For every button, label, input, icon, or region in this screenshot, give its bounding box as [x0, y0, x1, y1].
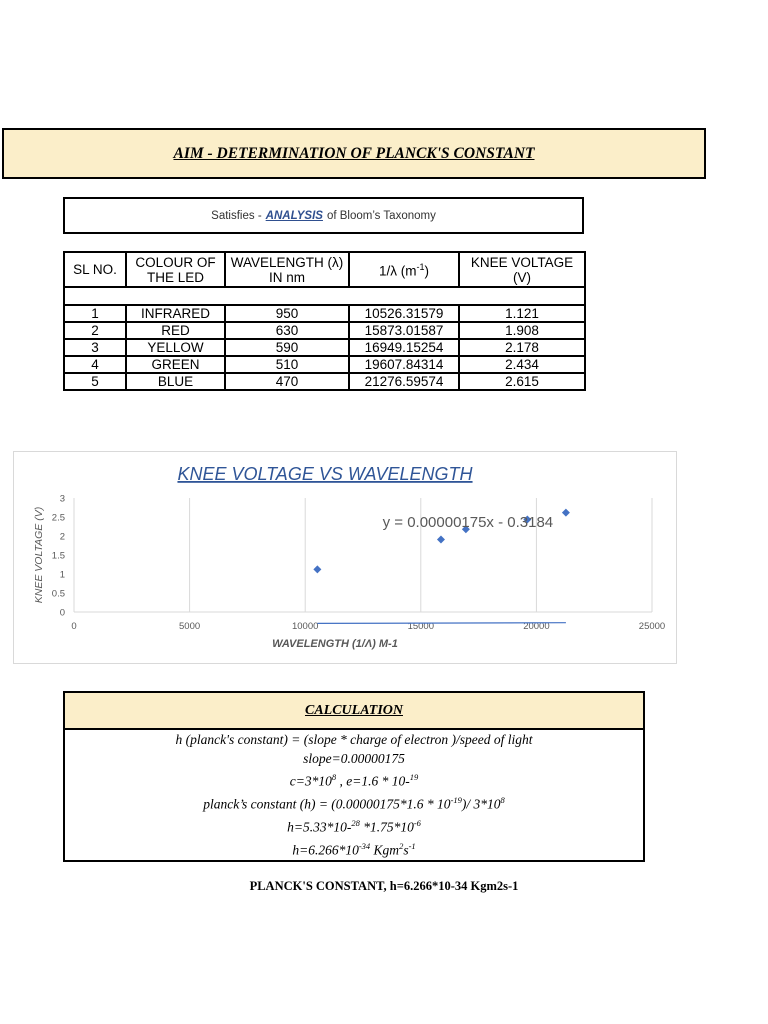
y-tick-label: 1.5 [51, 550, 65, 562]
chart-title: KNEE VOLTAGE VS WAVELENGTH [177, 464, 473, 484]
calc-line: $c=3*10^8$ , e=1.6 * 10-$^{19}$ [289, 772, 419, 789]
trendline [317, 623, 566, 624]
table-row: 4 GREEN 510 19607.84314 2.434 [64, 356, 585, 373]
x-tick-label: 0 [71, 621, 77, 632]
calc-line: slope=0.00000175 [303, 750, 405, 766]
y-tick-label: 3 [59, 493, 65, 505]
calculation-body [65, 730, 643, 860]
table-row: 3 YELLOW 590 16949.15254 2.178 [64, 339, 585, 356]
bloom-taxonomy-box [63, 197, 584, 234]
x-tick-label: 15000 [407, 621, 435, 632]
table-row: 2 RED 630 15873.01587 1.908 [64, 322, 585, 339]
y-tick-label: 1 [59, 569, 65, 581]
x-tick-label: 20000 [523, 621, 550, 632]
header-colour: COLOUR OF THE LED [126, 252, 225, 287]
x-axis-title: WAVELENGTH (1/Λ) M-1 [272, 638, 398, 650]
aim-banner [2, 128, 706, 179]
data-point [437, 535, 445, 543]
x-tick-label: 5000 [179, 621, 201, 632]
table-blank-row [64, 287, 585, 305]
trendline-equation: y = 0.00000175x - 0.3184 [382, 514, 554, 531]
bloom-suffix: of Bloom’s Taxonomy [326, 209, 436, 222]
bloom-level: ANALYSIS [265, 209, 323, 222]
header-wavelength: WAVELENGTH (λ) IN nm [225, 252, 349, 287]
table-row: 5 BLUE 470 21276.59574 2.615 [64, 373, 585, 390]
data-point [313, 565, 321, 573]
bloom-prefix: Satisfies - [211, 209, 262, 222]
y-tick-label: 0 [59, 607, 65, 619]
result-statement: PLANCK'S CONSTANT, h=6.266*10-34 Kgm2s-1 [249, 879, 519, 893]
aim-title: AIM - DETERMINATION OF PLANCK'S CONSTANT [173, 144, 535, 162]
calc-line: h (planck's constant) = (slope * charge of electron )/speed of light [175, 732, 533, 747]
header-knee-voltage: KNEE VOLTAGE (V) [459, 252, 585, 287]
y-axis-title: KNEE VOLTAGE (V) [33, 506, 45, 604]
y-tick-label: 2.5 [51, 512, 65, 524]
led-data-table [63, 251, 586, 391]
data-point [562, 509, 570, 517]
calculation-heading: CALCULATION [65, 693, 643, 730]
y-tick-label: 0.5 [51, 588, 65, 600]
calc-line: h=5.33*10-$^{28}$ $*1.75*10^{-6}$ [287, 818, 421, 835]
x-tick-label: 10000 [291, 621, 319, 632]
table-row: 1 INFRARED 950 10526.31579 1.121 [64, 305, 585, 322]
calculation-box [63, 691, 645, 862]
calc-line: planck’s constant $(h) = (0.00000175*1.6 * 10^{-19})/$ $3*10^8$ [203, 795, 505, 812]
header-inverse-wavelength: 1/λ $(m^{-1})$ [349, 252, 459, 287]
x-tick-label: 25000 [638, 621, 666, 632]
knee-voltage-chart [13, 451, 677, 664]
header-sl-no: SL NO. [64, 252, 126, 287]
table-header-row [64, 252, 585, 287]
chart-svg [14, 452, 676, 663]
calc-line: $h=6.266*10^{-34}$ $Kgm^2s^{-1}$ [292, 841, 416, 858]
y-tick-label: 2 [59, 531, 65, 543]
